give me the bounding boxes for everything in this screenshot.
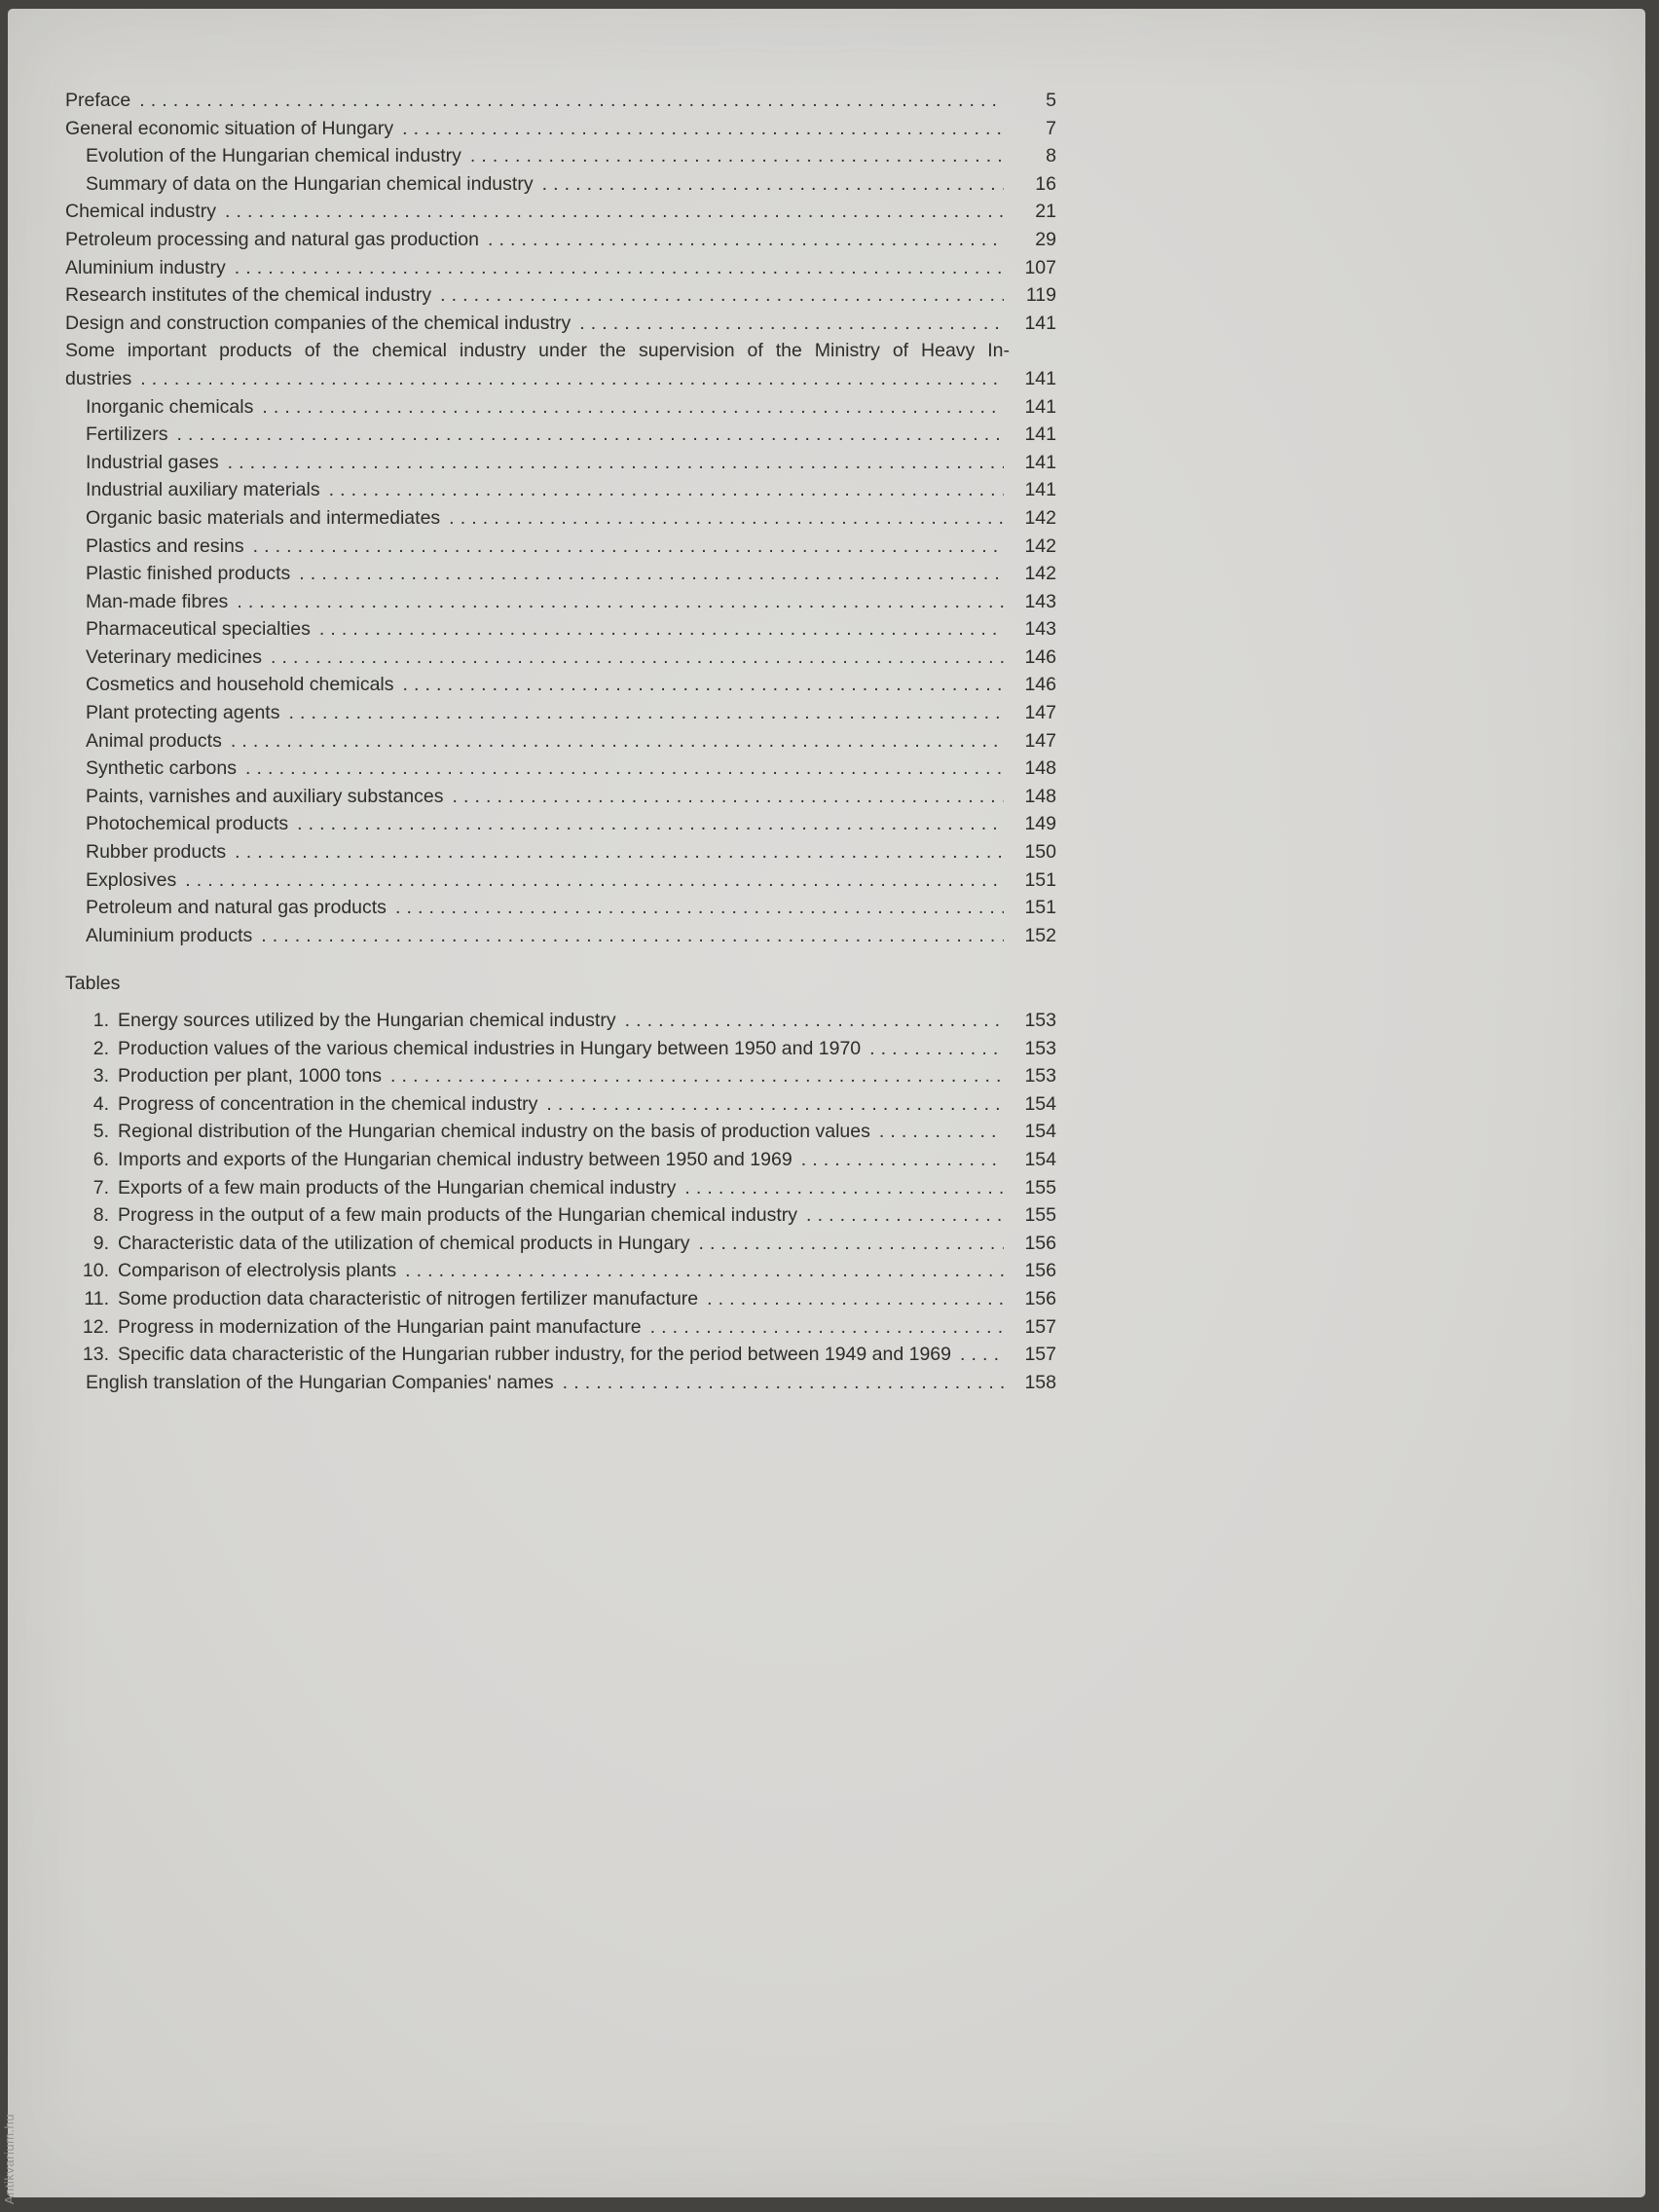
table-row-title: Progress of concentration in the chemical industry — [118, 1092, 538, 1115]
toc-row — [65, 476, 1056, 504]
dot-leader — [960, 1341, 1004, 1369]
toc-entry-page: 143 — [1024, 618, 1056, 641]
toc-entry-page: 21 — [1035, 201, 1056, 223]
table-row — [65, 1062, 1056, 1090]
dot-leader — [235, 838, 1004, 866]
dot-leader — [684, 1174, 1004, 1202]
table-row-title: Comparison of electrolysis plants — [118, 1260, 397, 1282]
table-row-title: Characteristic data of the utilization of chemical products in Hungary — [118, 1232, 690, 1254]
dot-leader — [225, 198, 1004, 226]
toc-entry-title: General economic situation of Hungary — [65, 117, 394, 139]
toc-entry-page: 141 — [1024, 395, 1056, 418]
toc-entry-title: Veterinary medicines — [86, 645, 263, 668]
table-row-page: 157 — [1024, 1344, 1056, 1366]
toc-entry-title: Plant protecting agents — [86, 702, 280, 724]
dot-leader — [177, 421, 1004, 449]
table-row — [65, 1341, 1056, 1369]
dot-leader — [403, 671, 1005, 699]
dot-leader — [869, 1035, 1004, 1063]
toc-entry-page: 143 — [1024, 590, 1056, 612]
dot-leader — [297, 810, 1004, 838]
dot-leader — [329, 476, 1004, 504]
toc-entry-page: 5 — [1046, 90, 1056, 111]
toc-entry-title: dustries — [65, 367, 132, 389]
toc-entry-page: 107 — [1024, 256, 1056, 278]
toc-entry-page: 8 — [1046, 145, 1056, 167]
toc-entry-title: Plastic finished products — [86, 563, 291, 585]
table-row-number: 1. — [92, 1010, 109, 1031]
table-row-number: 13. — [82, 1344, 109, 1366]
table-row-page: 158 — [1024, 1371, 1056, 1393]
dot-leader — [261, 922, 1004, 950]
dot-leader — [402, 115, 1004, 143]
table-row-number: 4. — [92, 1092, 109, 1115]
toc-entry-page: 146 — [1024, 645, 1056, 668]
dot-leader — [801, 1146, 1004, 1174]
dot-leader — [237, 588, 1004, 616]
toc-entry-page: 151 — [1024, 897, 1056, 919]
dot-leader — [139, 87, 1004, 115]
toc-row — [65, 170, 1056, 199]
toc-entry-title: Inorganic chemicals — [86, 395, 254, 418]
table-row-number: 9. — [92, 1232, 109, 1254]
table-row-title: Progress in the output of a few main products of the Hungarian chemical industry — [118, 1204, 798, 1227]
table-row-title: Regional distribution of the Hungarian chemical industry on the basis of production values — [118, 1121, 870, 1143]
dot-leader — [579, 310, 1004, 338]
table-row-number: 12. — [82, 1315, 109, 1338]
toc-entry-page: 119 — [1025, 284, 1056, 307]
toc-entry-page: 146 — [1024, 674, 1056, 696]
table-row — [65, 1174, 1056, 1202]
toc-row — [65, 365, 1056, 393]
toc-entry-page: 142 — [1024, 563, 1056, 585]
toc-entry-page: 149 — [1024, 813, 1056, 835]
dot-leader — [228, 449, 1004, 477]
toc-entry-page: 147 — [1024, 702, 1056, 724]
toc-row — [65, 393, 1056, 422]
dot-leader — [650, 1313, 1004, 1342]
toc-entry-page: 151 — [1024, 868, 1056, 891]
toc-entry-page: 141 — [1024, 312, 1056, 334]
toc-row — [65, 866, 1056, 895]
table-row-number: 11. — [84, 1287, 109, 1309]
toc-entry-page: 142 — [1024, 535, 1056, 557]
toc-row — [65, 115, 1056, 143]
toc-entry-page: 150 — [1024, 841, 1056, 864]
toc-row — [65, 838, 1056, 866]
table-row — [65, 1146, 1056, 1174]
table-row-title: Energy sources utilized by the Hungarian chemical industry — [118, 1010, 616, 1031]
toc-row — [65, 226, 1056, 254]
table-row-page: 154 — [1024, 1121, 1056, 1143]
toc-entry-title: Animal products — [86, 729, 222, 752]
toc-entry-page: 29 — [1035, 228, 1056, 250]
table-row — [65, 1230, 1056, 1258]
toc-entry-title: Fertilizers — [86, 424, 168, 446]
toc-entry-title: Aluminium products — [86, 924, 253, 946]
toc-entry-page: 141 — [1024, 367, 1056, 389]
table-row-number: 10. — [82, 1260, 109, 1282]
toc-row — [65, 810, 1056, 838]
dot-leader — [271, 644, 1004, 672]
table-row-title: Production values of the various chemical industries in Hungary between 1950 and 1970 — [118, 1037, 862, 1059]
table-row — [65, 1369, 1056, 1397]
toc-entry-title: Industrial gases — [86, 451, 219, 473]
toc-entry-page: 141 — [1024, 424, 1056, 446]
scanned-page — [8, 9, 1645, 2197]
toc-entry-page: 142 — [1024, 506, 1056, 529]
table-row-page: 156 — [1024, 1260, 1056, 1282]
dot-leader — [140, 365, 1004, 393]
dot-leader — [563, 1369, 1004, 1397]
table-row — [65, 1313, 1056, 1342]
toc-entry-title: Research institutes of the chemical industry — [65, 284, 432, 307]
table-row-title: Imports and exports of the Hungarian chemical industry between 1950 and 1969 — [118, 1148, 793, 1170]
toc-entry-title: Design and construction companies of the chemical industry — [65, 312, 571, 334]
dot-leader — [449, 504, 1004, 533]
toc-entry-title: Synthetic carbons — [86, 757, 238, 780]
dot-leader — [405, 1257, 1004, 1285]
toc-entry-title: Aluminium industry — [65, 256, 226, 278]
table-row-number: 7. — [92, 1176, 109, 1198]
table-row-page: 157 — [1024, 1315, 1056, 1338]
toc-entry-title: Petroleum processing and natural gas production — [65, 228, 479, 250]
dot-leader — [488, 226, 1004, 254]
toc-entry-title: Pharmaceutical specialties — [86, 618, 311, 641]
toc-entry-title: Chemical industry — [65, 201, 216, 223]
table-row — [65, 1257, 1056, 1285]
toc-entry-page: 7 — [1046, 117, 1056, 139]
toc-entry-page: 141 — [1024, 451, 1056, 473]
table-row-page: 155 — [1024, 1204, 1056, 1227]
table-row-page: 156 — [1024, 1232, 1056, 1254]
toc-row — [65, 588, 1056, 616]
toc-row — [65, 281, 1056, 310]
table-row-title: Exports of a few main products of the Hungarian chemical industry — [118, 1176, 677, 1198]
table-row-number: 3. — [92, 1065, 109, 1088]
toc-row — [65, 699, 1056, 727]
toc-row — [65, 783, 1056, 811]
table-of-contents — [65, 87, 1056, 1396]
dot-leader — [698, 1230, 1004, 1258]
table-row-page: 155 — [1024, 1176, 1056, 1198]
toc-entry-title: Industrial auxiliary materials — [86, 479, 320, 501]
toc-row — [65, 254, 1056, 282]
dot-leader — [395, 894, 1004, 922]
toc-row — [65, 421, 1056, 449]
table-row-number: 6. — [92, 1148, 109, 1170]
table-row-page: 153 — [1024, 1010, 1056, 1031]
tables-section-heading: Tables — [65, 973, 121, 995]
dot-leader — [288, 699, 1004, 727]
table-row-title: Some production data characteristic of nitrogen fertilizer manufacture — [118, 1287, 699, 1309]
dot-leader — [185, 866, 1004, 895]
dot-leader — [231, 727, 1004, 756]
toc-entry-title: Cosmetics and household chemicals — [86, 674, 394, 696]
table-row — [65, 1201, 1056, 1230]
toc-entry-title: Photochemical products — [86, 813, 289, 835]
table-row — [65, 1285, 1056, 1313]
toc-row — [65, 533, 1056, 561]
toc-row — [65, 727, 1056, 756]
toc-row — [65, 198, 1056, 226]
dot-leader — [390, 1062, 1004, 1090]
toc-row — [65, 87, 1056, 115]
toc-row — [65, 615, 1056, 644]
table-row-page: 154 — [1024, 1092, 1056, 1115]
toc-entry-title: Petroleum and natural gas products — [86, 897, 387, 919]
toc-entry-page: 148 — [1024, 785, 1056, 807]
toc-entry-page: 16 — [1035, 172, 1056, 195]
toc-entry-page: 148 — [1024, 757, 1056, 780]
dot-leader — [452, 783, 1004, 811]
toc-entry-title: Evolution of the Hungarian chemical industry — [86, 145, 461, 167]
tables-list — [65, 1007, 1056, 1396]
table-row — [65, 1090, 1056, 1119]
toc-row — [65, 671, 1056, 699]
toc-entry-title: Summary of data on the Hungarian chemical industry — [86, 172, 534, 195]
dot-leader — [235, 254, 1004, 282]
toc-row — [65, 644, 1056, 672]
table-row — [65, 1118, 1056, 1146]
toc-entry-title: Explosives — [86, 868, 177, 891]
dot-leader — [245, 755, 1004, 783]
toc-row — [65, 504, 1056, 533]
toc-entry-title: Rubber products — [86, 841, 227, 864]
table-row-title: Specific data characteristic of the Hungarian rubber industry, for the period between 1949 and 1969 — [118, 1344, 952, 1366]
toc-row — [65, 310, 1056, 338]
table-row-page: 153 — [1024, 1037, 1056, 1059]
table-row — [65, 1035, 1056, 1063]
toc-entry-title: Some important products of the chemical industry under the supervision of the Ministry of Heavy In- — [65, 340, 1010, 362]
toc-entry-page: 147 — [1024, 729, 1056, 752]
toc-row — [65, 755, 1056, 783]
table-row-page: 156 — [1024, 1287, 1056, 1309]
table-row-title: Production per plant, 1000 tons — [118, 1065, 383, 1088]
toc-entry-page: 141 — [1024, 479, 1056, 501]
toc-row — [65, 142, 1056, 170]
toc-row — [65, 560, 1056, 588]
dot-leader — [546, 1090, 1004, 1119]
dot-leader — [253, 533, 1004, 561]
toc-row — [65, 449, 1056, 477]
dot-leader — [262, 393, 1004, 422]
dot-leader — [806, 1201, 1004, 1230]
toc-entry-title: Paints, varnishes and auxiliary substances — [86, 785, 444, 807]
toc-entry-title: Man-made fibres — [86, 590, 229, 612]
table-row-title: English translation of the Hungarian Companies' names — [86, 1371, 554, 1393]
dot-leader — [707, 1285, 1004, 1313]
table-row-title: Progress in modernization of the Hungarian paint manufacture — [118, 1315, 642, 1338]
dot-leader — [542, 170, 1004, 199]
dot-leader — [879, 1118, 1004, 1146]
table-row-number: 5. — [92, 1121, 109, 1143]
table-row-page: 153 — [1024, 1065, 1056, 1088]
table-row-page: 154 — [1024, 1148, 1056, 1170]
toc-row — [65, 894, 1056, 922]
toc-entry-title: Plastics and resins — [86, 535, 244, 557]
toc-entry-page: 152 — [1024, 924, 1056, 946]
toc-row — [65, 922, 1056, 950]
table-row — [65, 1007, 1056, 1035]
toc-row — [65, 337, 1056, 365]
dot-leader — [625, 1007, 1004, 1035]
watermark: Antikvarium.hu — [2, 2114, 17, 2204]
toc-entry-title: Organic basic materials and intermediates — [86, 506, 441, 529]
toc-entry-title: Preface — [65, 90, 131, 111]
dot-leader — [299, 560, 1004, 588]
dot-leader — [440, 281, 1004, 310]
dot-leader — [470, 142, 1004, 170]
dot-leader — [319, 615, 1004, 644]
table-row-number: 2. — [92, 1037, 109, 1059]
toc-list — [65, 87, 1056, 949]
table-row-number: 8. — [92, 1204, 109, 1227]
